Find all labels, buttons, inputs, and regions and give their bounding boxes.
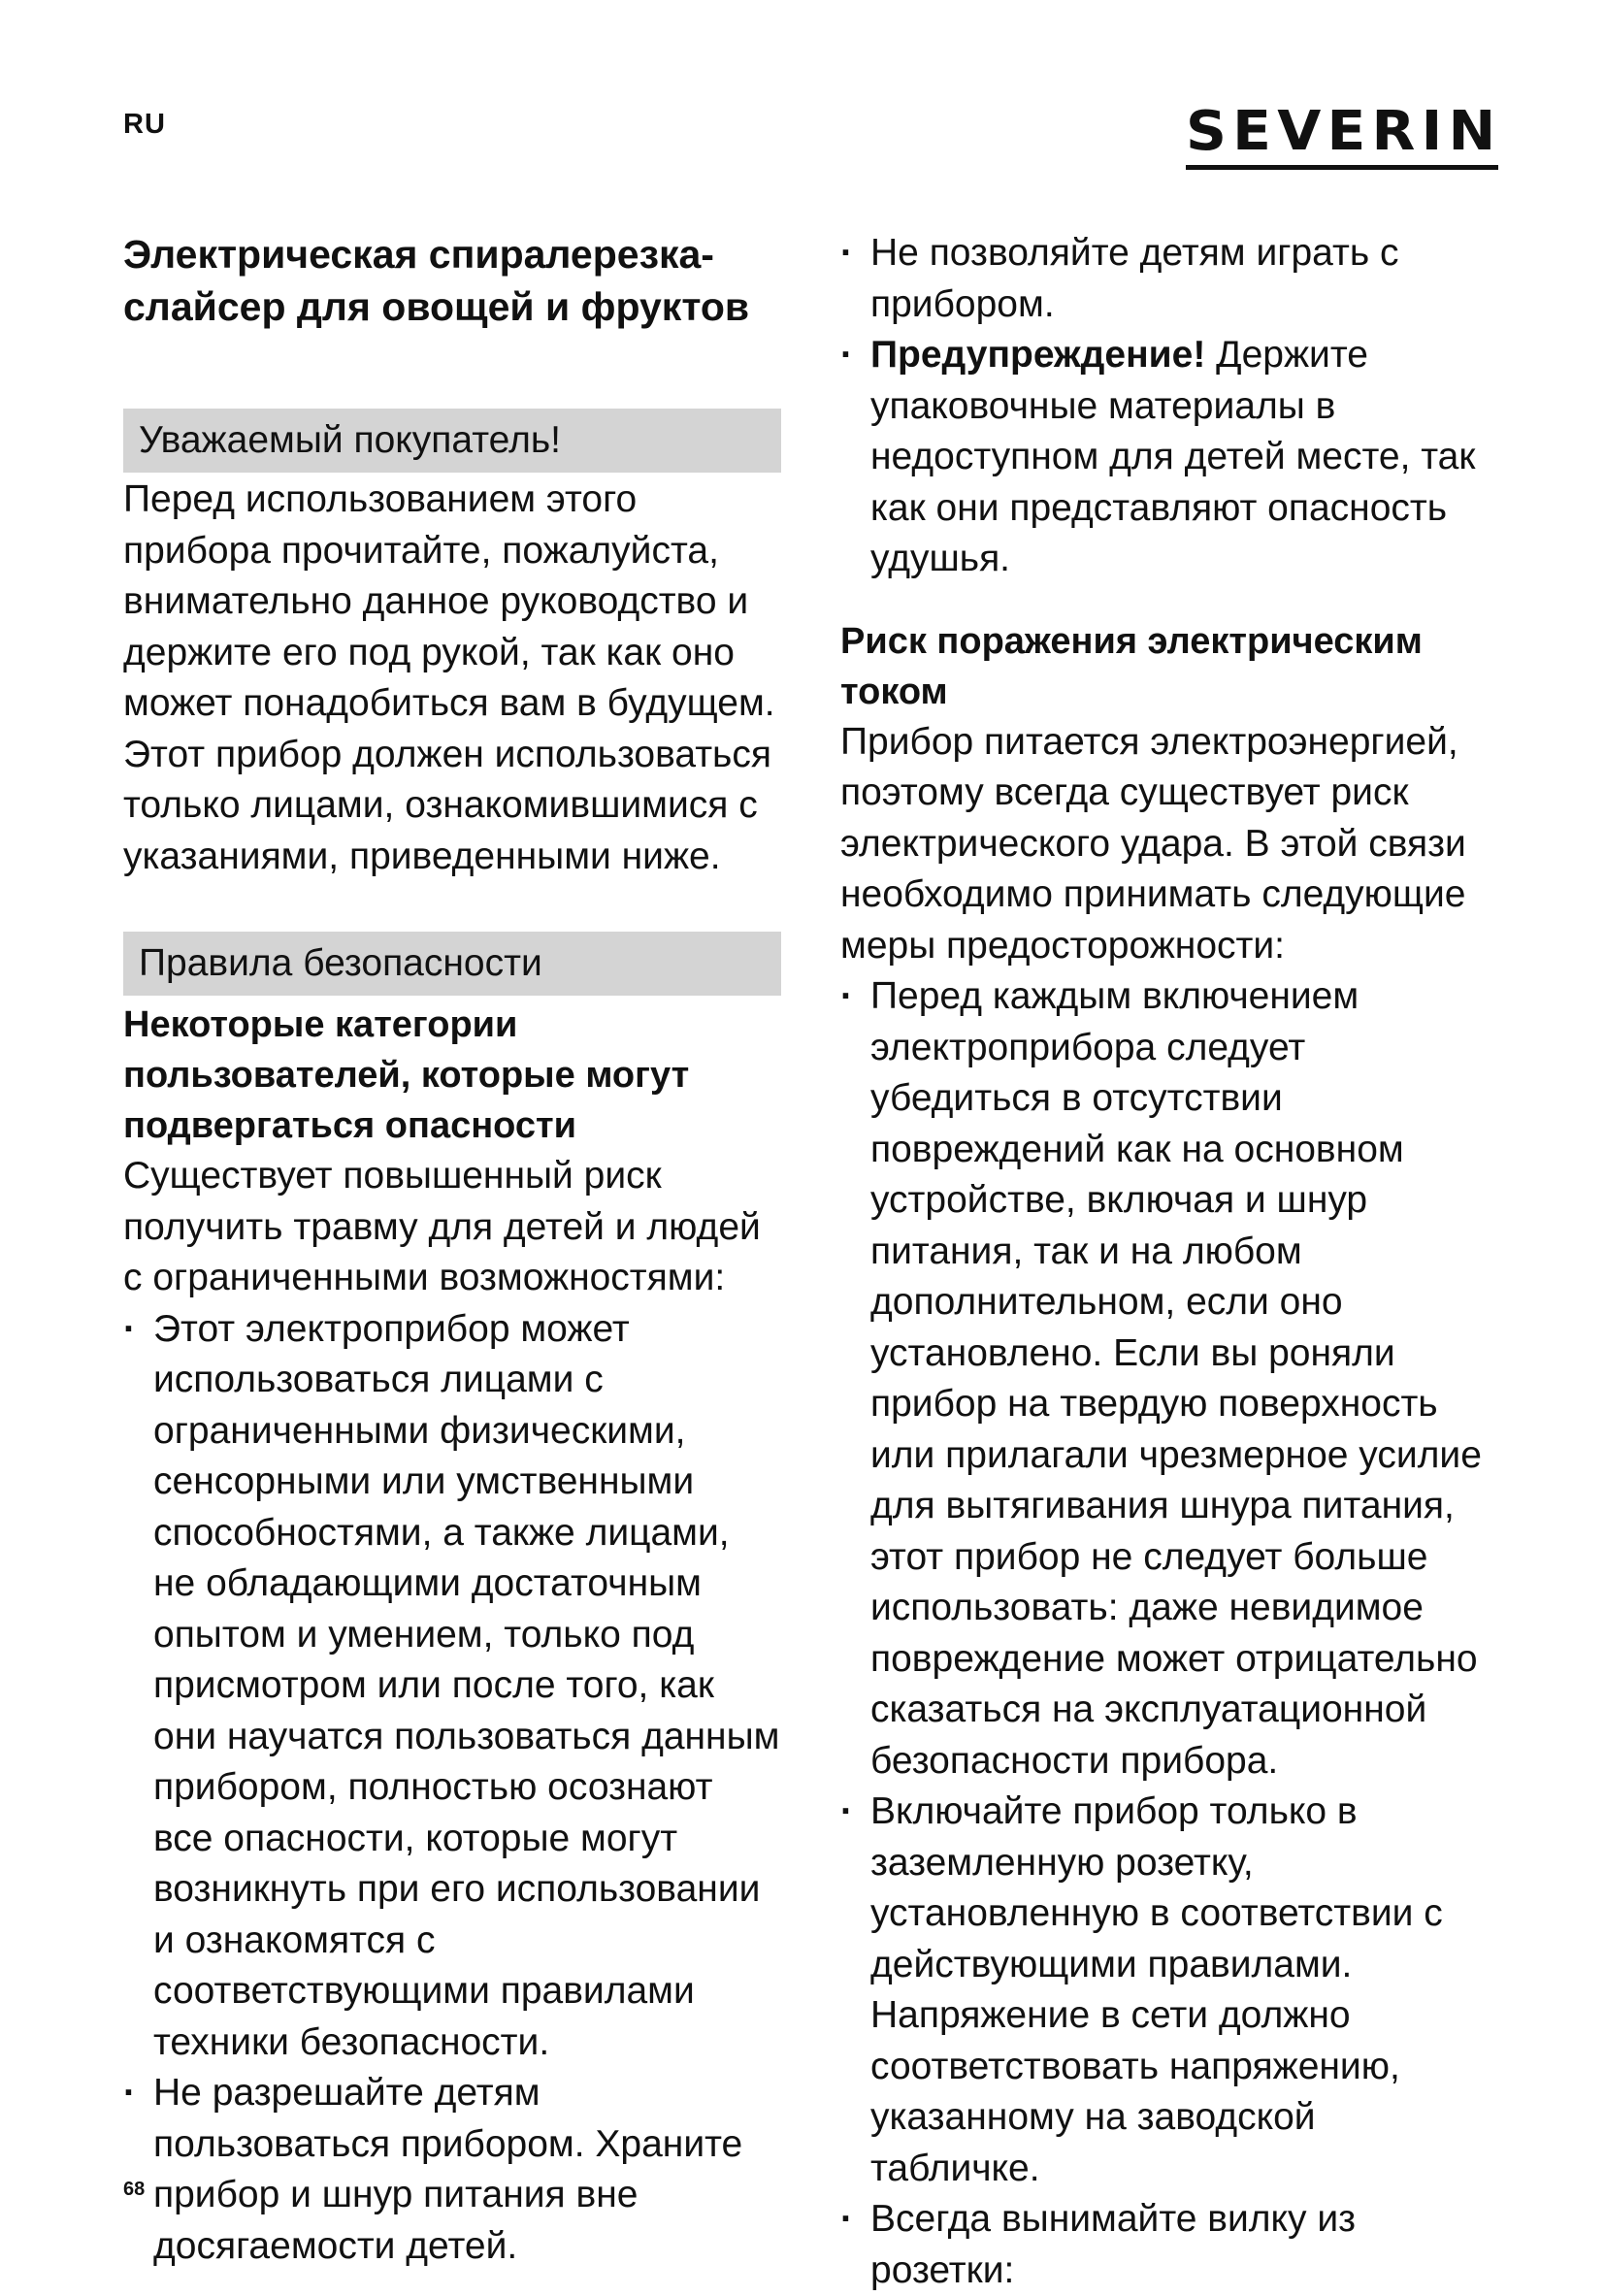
product-title xyxy=(123,228,781,333)
warning-text: Держите упаковочные материалы в недоступном для детей месте, так как они представляют опасность удушья. xyxy=(870,334,1476,579)
at-risk-users-text: Существует повышенный риск получить травму для детей и людей с ограниченными возможностями: xyxy=(123,1155,761,1298)
list-item: · Перед каждым включением электроприбора следует убедиться в отсутствии повреждений как на основном устройстве, включая и шнур питания, так и на любом дополнительном, если оно установлено. Если вы роняли прибор на твердую поверхность или прилагали чрезмерное усилие для вытягивания шнура питания, этот прибор не следует больше использовать: даже невидимое повреждение может отрицательно сказаться на эксплуатационной безопасности прибора. xyxy=(840,971,1486,1787)
at-risk-users-heading: Некоторые категории пользователей, которые могут подвергаться опасности xyxy=(123,1004,690,1146)
right-top-bullet-list xyxy=(840,228,1486,585)
language-code: RU xyxy=(123,109,166,140)
list-item: · Всегда вынимайте вилку из розетки: xyxy=(840,2194,1486,2296)
list-item: · Этот электроприбор может использоваться лицами с ограниченными физическими, сенсорными или умственными способностями, а также лицами, не обладающими достаточным опытом и умением, только под присмотром или после того, как они научатся пользоваться данным прибором, полностью осознают все опасности, которые могут возникнуть при его использовании и ознакомятся с соответствующими правилами техники безопасности. xyxy=(123,1304,781,2069)
brand-name: SEVERIN xyxy=(1186,100,1502,163)
list-item: · Включайте прибор только в заземленную розетку, установленную в соответствии с действующими правилами. Напряжение в сети должно соответствовать напряжению, указанному на заводской табличке. xyxy=(840,1787,1486,2194)
warning-list-item xyxy=(840,330,1486,585)
brand-logo xyxy=(1186,100,1502,170)
customer-section-heading: Уважаемый покупатель! xyxy=(123,409,781,473)
page-number: 68 xyxy=(123,2179,146,2200)
customer-intro-text: Перед использованием этого прибора прочитайте, пожалуйста, внимательно данное руководство и держите его под рукой, так как оно может понадобиться вам в будущем. Этот прибор должен использоваться только лицами, ознакомившимися с указаниями, приведенными ниже. xyxy=(123,478,775,877)
warning-label: Предупреждение! xyxy=(870,334,1206,376)
product-title-line-1: Электрическая спиралерезка- xyxy=(123,232,714,277)
left-bullet-list xyxy=(123,1304,781,2273)
safety-section-heading: Правила безопасности xyxy=(123,932,781,996)
electric-shock-heading: Риск поражения электрическим током xyxy=(840,620,1423,712)
brand-underline xyxy=(1186,165,1498,170)
list-item: · Не позволяйте детям играть с прибором. xyxy=(840,228,1486,330)
product-title-line-2: слайсер для овощей и фруктов xyxy=(123,284,750,329)
right-column xyxy=(840,228,1486,2296)
electric-shock-bullet-list xyxy=(840,971,1486,2296)
list-item: · Не разрешайте детям пользоваться прибором. Храните прибор и шнур питания вне досягаемости детей. xyxy=(123,2068,781,2272)
electric-shock-text: Прибор питается электроэнергией, поэтому всегда существует риск электрического удара. В этой связи необходимо принимать следующие меры предосторожности: xyxy=(840,720,1466,967)
left-column xyxy=(123,228,781,2272)
